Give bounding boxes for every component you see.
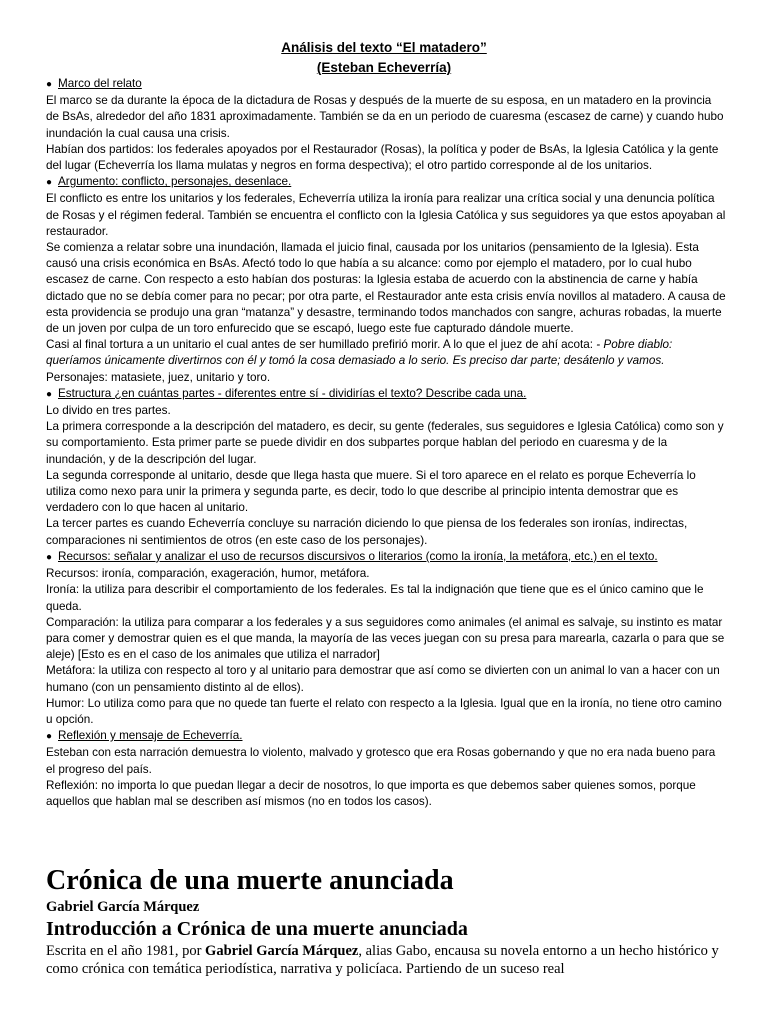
cronica-section [46,864,726,978]
paragraph: La primera corresponde a la descripción del matadero, es decir, su gente (federales, sus seguidores e Iglesia Católica) como son y su comportamiento. Esta primer parte se puede dividir en dos subpartes porque hablan del periodo en cuaresma y de la inundación, y de la descripción del lugar. [46,420,724,466]
bullet-estructura [46,386,726,403]
section-heading-argumento: Argumento: conflicto, personajes, desenlace. [58,175,292,189]
bullet-reflexion [46,728,726,745]
paragraph: Recursos: ironía, comparación, exageración, humor, metáfora. [46,567,370,581]
bullet-recursos [46,549,726,566]
bullet-icon: ● [46,79,53,90]
bullet-argumento [46,174,726,191]
paragraph: Humor: Lo utiliza como para que no quede tan fuerte el relato con respecto a la Iglesia. Igual que en la ironía, no tiene otro camino u opción. [46,696,722,726]
judge-quote: - Pobre diablo: queríamos únicamente divertirnos con él y tomó la cosa demasiado a lo serio. Es preciso dar parte; desátenlo y vamos. [46,338,673,368]
paragraph: El conflicto es entre los unitarios y los federales, Echeverría utiliza la ironía para realizar una crítica social y una denuncia política de Rosas y el régimen federal. También se encuentra el conflicto con la Iglesia Católica y sus seguidores ya que estos apoyaban al restaurador. [46,192,726,238]
paragraph: El marco se da durante la época de la dictadura de Rosas y después de la muerte de su esposa, en un matadero en la provincia de BsAs, alrededor del año 1831 aproximadamente. También se da en un periodo de cuaresma (escasez de carne) y cuando hubo inundación la cual causa una crisis. [46,94,724,140]
bullet-marco [46,76,726,93]
analysis-body [46,76,726,810]
section-heading-marco: Marco del relato [58,77,142,90]
intro-author-bold: Gabriel García Márquez [205,943,359,959]
paragraph-with-quote [46,337,726,369]
intro-text: Escrita en el año 1981, por [46,943,206,959]
paragraph: Lo divido en tres partes. [46,404,171,418]
cronica-intro-paragraph [46,942,726,978]
bullet-icon: ● [46,388,53,400]
paragraph: Comparación: la utiliza para comparar a los federales y a sus seguidores como animales (el animal es salvaje, su instinto es matar para comer y demostrar quien es el que manda, la mayoría de las veces juegan con su presa para marearla, cazarla o para que se aleje) [Esto es en el caso de los animales que utiliza el narrador] [46,615,725,662]
cronica-title: Crónica de una muerte anunciada [46,865,454,896]
paragraph: Habían dos partidos: los federales apoyados por el Restaurador (Rosas), la política y poder de BsAs, la Iglesia Católica y la gente del lugar (Echeverría los llama mulatas y negros en forma despectiva); el otro partido corresponde al de los unitarios. [46,142,719,173]
paragraph: Ironía: la utiliza para describir el comportamiento de los federales. Es tal la indignación que tiene que es el único camino que le queda. [46,583,704,613]
paragraph: Metáfora: la utiliza con respecto al toro y al unitario para demostrar que así como se divierten con un animal lo van a hacer con un humano (con un pensamiento distinto al de ellos). [46,664,720,694]
section-heading-reflexion: Reflexión y mensaje de Echeverría. [58,729,243,743]
bullet-icon: ● [46,177,53,189]
bullet-icon: ● [46,731,53,743]
paragraph: Esteban con esta narración demuestra lo violento, malvado y grotesco que era Rosas gobernando y que no era nada bueno para el progreso del país. [46,746,716,776]
intro-text: , alias Gabo, encausa su novela entorno a un hecho histórico y como crónica con temática periodística, narrativa y policíaca. Partiendo de un suceso real [46,943,719,977]
paragraph: Reflexión: no importa lo que puedan llegar a decir de nosotros, lo que importa es que debemos saber quienes somos, porque aquellos que hablan mal se describen así mismos (no en todos los casos). [46,778,696,808]
cronica-intro-heading: Introducción a Crónica de una muerte anunciada [46,918,468,940]
cronica-author: Gabriel García Márquez [46,899,200,915]
document-header [0,38,768,78]
paragraph: La tercer partes es cuando Echeverría concluye su narración diciendo lo que piensa de los federales son ironías, indirectas, comparaciones ni sentimientos de otros (en este caso de los personajes). [46,517,688,547]
document-subtitle-author: (Esteban Echeverría) [316,60,452,75]
paragraph-text: Casi al final tortura a un unitario el cual antes de ser humillado prefirió morir. A lo que el juez de ahí acota: [46,338,597,352]
paragraph: Se comienza a relatar sobre una inundación, llamada el juicio final, causada por los unitarios (pensamiento de la Iglesia). Esta causó una crisis económica en BsAs. Afectó todo lo que había a su alcance: como por ejemplo el matadero, por lo cual hubo escasez de carne. Con respecto a esto habían dos posturas: la Iglesia estaba de acuerdo con la abstinencia de carne y había dictado que no se debía comer para no pecar; por otra parte, el Restaurador ante esta crisis envía novillos al matadero. A causa de esta providencia se produjo una gran “matanza” y desastre, terminando todos manchados con sangre, achuras robadas, la muerte de un joven por culpa de un toro enfurecido que se escapó, luego este fue capturado dándole muerte. [46,241,726,336]
characters-line: Personajes: matasiete, juez, unitario y toro. [46,370,271,384]
paragraph: La segunda corresponde al unitario, desde que llega hasta que muere. Si el toro aparece en el relato es porque Echeverría lo utiliza como nexo para unir la primera y segunda parte, es decir, todo lo que describe al principio intenta demostrar que es verdadero con lo que hacen al unitario. [46,468,696,515]
section-heading-recursos: Recursos: señalar y analizar el uso de recursos discursivos o literarios (como la ironía, la metáfora, etc.) en el texto. [58,549,658,563]
section-heading-estructura: Estructura ¿en cuántas partes - diferentes entre sí - dividirías el texto? Describe cada una. [58,386,527,400]
bullet-icon: ● [46,551,53,563]
document-title: Análisis del texto “El matadero” [281,40,487,55]
